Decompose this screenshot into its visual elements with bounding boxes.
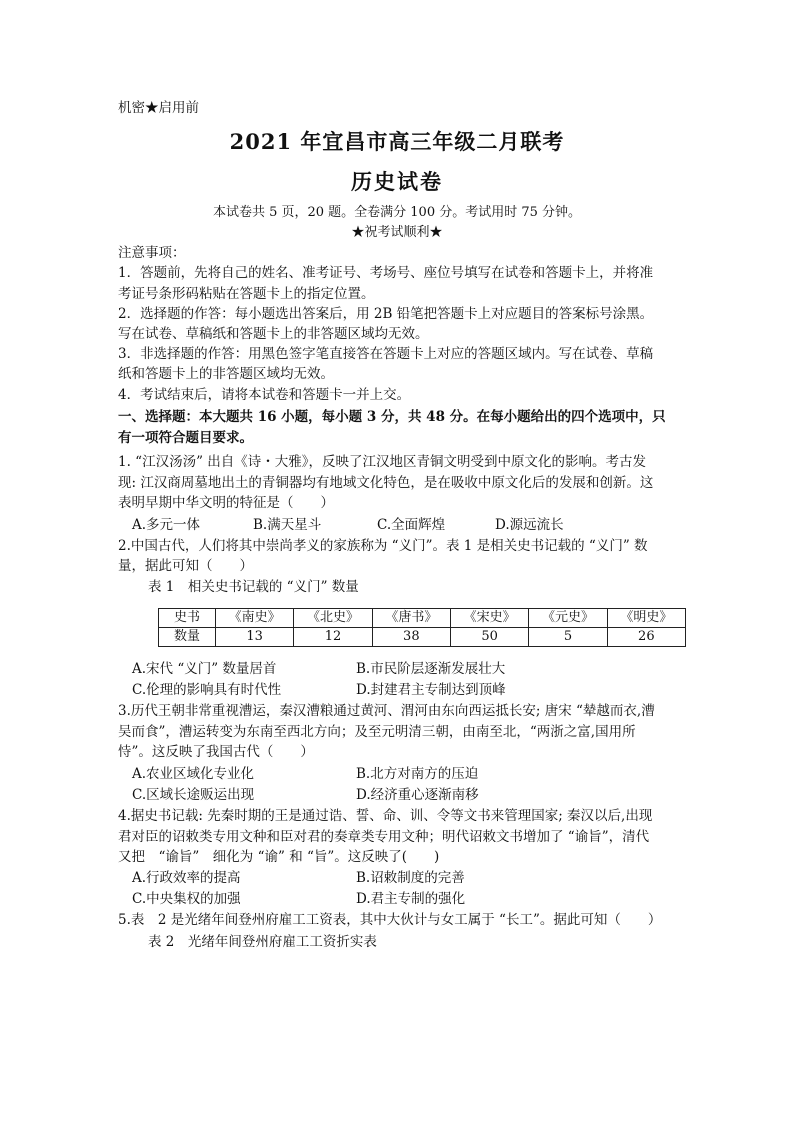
question-3-text: 3.历代王朝非常重视漕运，秦汉漕粮通过黄河、渭河由东向西运抵长安; 唐宋 “辇越而衣,漕 (118, 703, 655, 719)
table-cell: 《北史》 (294, 609, 372, 628)
question-1-text: 现: 江汉商周墓地出土的青铜器均有地域文化特色，是在吸收中原文化后的发展和创新。这 (118, 475, 654, 491)
table-cell: 《元史》 (529, 609, 607, 628)
table-cell: 13 (216, 628, 294, 647)
table-cell: 《明史》 (607, 609, 685, 628)
note-line: 1．答题前，先将自己的姓名、准考证号、考场号、座位号填写在试卷和答题卡上，并将准 (118, 265, 654, 281)
q4-option-b: B.诏敕制度的完善 (356, 870, 465, 886)
q1-option-c: C.全面辉煌 (377, 517, 446, 533)
question-4-text: 又把 “谕旨” 细化为 “谕” 和 “旨”。这反映了( ) (118, 849, 440, 865)
note-line: 写在试卷、草稿纸和答题卡上的非答题区域均无效。 (118, 326, 429, 342)
q2-option-d: D.封建君主专制达到顶峰 (356, 682, 506, 698)
q3-option-c: C.区域长途贩运出现 (132, 787, 255, 803)
table-2-caption: 表 2 光绪年间登州府雇工工资折实表 (148, 934, 377, 950)
table-cell: 26 (607, 628, 685, 647)
question-2-text: 量，据此可知（ ） (118, 558, 253, 574)
q2-option-c: C.伦理的影响具有时代性 (132, 682, 282, 698)
table-cell: 5 (529, 628, 607, 647)
question-4-text: 4.据史书记载: 先秦时期的王是通过诰、誓、命、训、令等文书来管理国家; 秦汉以后,出现 (118, 808, 653, 824)
question-1-text: 1. “江汉汤汤” 出自《诗・大雅》，反映了江汉地区青铜文明受到中原文化的影响。考古发 (118, 454, 647, 470)
table-cell: 史书 (159, 609, 216, 628)
note-line: 4．考试结束后，请将本试卷和答题卡一并上交。 (118, 387, 411, 403)
q4-option-d: D.君主专制的强化 (356, 891, 466, 907)
table-cell: 12 (294, 628, 372, 647)
q4-option-c: C.中央集权的加强 (132, 891, 241, 907)
section-heading: 有一项符合题目要求。 (118, 430, 253, 446)
q1-option-d: D.源远流长 (495, 517, 564, 533)
q1-option-a: A.多元一体 (132, 517, 201, 533)
question-5-text: 5.表 2 是光绪年间登州府雇工工资表，其中大伙计与女工属于 “长工”。据此可知（ ） (118, 912, 662, 928)
table-cell: 50 (450, 628, 528, 647)
note-line: 考证号条形码粘贴在答题卡上的指定位置。 (118, 286, 375, 302)
q1-option-b: B.满天星斗 (253, 517, 322, 533)
question-4-text: 君对臣的诏敕类专用文种和臣对君的奏章类专用文种；明代诏敕文书增加了 “谕旨”，清代 (118, 829, 650, 845)
q2-option-a: A.宋代 “义门” 数量居首 (132, 661, 277, 677)
exam-info: 本试卷共 5 页，20 题。全卷满分 100 分。考试用时 75 分钟。 (212, 205, 582, 220)
subject-title: 历史试卷 (351, 169, 443, 194)
q3-option-a: A.农业区域化专业化 (132, 766, 255, 782)
note-line: 纸和答题卡上的非答题区域均无效。 (118, 366, 334, 382)
table-row (159, 628, 686, 647)
table-1 (158, 608, 686, 647)
q4-option-a: A.行政效率的提高 (132, 870, 241, 886)
table-cell: 38 (372, 628, 450, 647)
note-line: 2．选择题的作答：每小题选出答案后，用 2B 铅笔把答题卡上对应题目的答案标号涂黑。 (118, 306, 654, 322)
table-cell: 《唐书》 (372, 609, 450, 628)
confidential-mark: 机密★启用前 (118, 100, 199, 116)
question-1-text: 表明早期中华文明的特征是（ ） (118, 495, 334, 511)
q3-option-b: B.北方对南方的压迫 (356, 766, 479, 782)
exam-title: 2021 年宜昌市高三年级二月联考 (229, 129, 565, 154)
q3-option-d: D.经济重心逐渐南移 (356, 787, 479, 803)
note-line: 3．非选择题的作答：用黑色签字笔直接答在答题卡上对应的答题区域内。写在试卷、草稿 (118, 346, 654, 362)
notes-heading: 注意事项： (118, 245, 186, 261)
question-3-text: 吴而食”，漕运转变为东南至西北方向；及至元明清三朝，由南至北，“两浙之富,国用所 (118, 724, 636, 740)
table-cell: 数量 (159, 628, 216, 647)
question-2-text: 2.中国古代，人们将其中崇尚孝义的家族称为 “义门”。表 1 是相关史书记载的 “义门” 数 (118, 538, 648, 554)
table-cell: 《宋史》 (450, 609, 528, 628)
table-1-caption: 表 1 相关史书记载的 “义门” 数量 (148, 579, 359, 595)
table-cell: 《南史》 (216, 609, 294, 628)
table-row (159, 609, 686, 628)
q2-option-b: B.市民阶层逐渐发展壮大 (356, 661, 506, 677)
good-luck-line: ★祝考试顺利★ (351, 225, 443, 240)
section-heading: 一、选择题：本大题共 16 小题，每小题 3 分，共 48 分。在每小题给出的四个选项中，只 (118, 409, 666, 425)
question-3-text: 恃”。这反映了我国古代（ ） (118, 744, 314, 760)
